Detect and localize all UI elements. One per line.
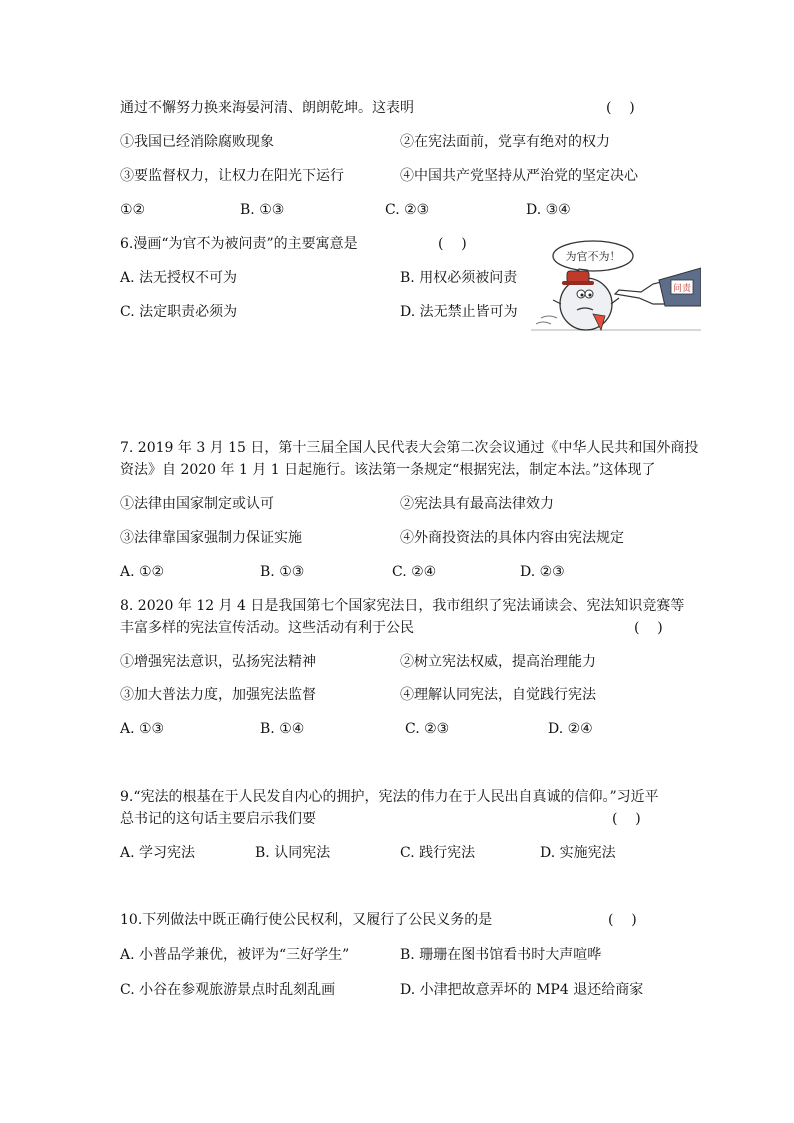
q7-option-3: ③法律靠国家强制力保证实施 [120, 530, 302, 546]
q7-choice-d: D. ②③ [520, 564, 565, 580]
q10-choice-d: D. 小津把故意弄坏的 MP4 退还给商家 [400, 982, 644, 998]
q10-choice-a: A. 小普品学兼优，被评为“三好学生” [120, 947, 350, 963]
q10-answer-paren: ( ) [608, 912, 637, 928]
q10-stem: 10.下列做法中既正确行使公民权利，又履行了公民义务的是 [120, 912, 493, 928]
q9-choice-c: C. 践行宪法 [400, 845, 476, 861]
q8-stem-line2: 丰富多样的宪法宣传活动。这些活动有利于公民 [120, 620, 414, 636]
q6-choice-b: B. 用权必须被问责 [400, 270, 518, 286]
q6-choice-d: D. 法无禁止皆可为 [400, 304, 518, 320]
bubble-text: 为官不为！ [565, 250, 621, 263]
q9-answer-paren: ( ) [612, 811, 641, 827]
q6-choice-a: A. 法无授权不可为 [120, 270, 238, 286]
q8-choice-a: A. ①③ [120, 721, 165, 737]
q5-option-4: ④中国共产党坚持从严治党的坚定决心 [400, 168, 638, 184]
q7-option-2: ②宪法具有最高法律效力 [400, 496, 554, 512]
accountability-cartoon [531, 234, 701, 334]
q9-stem-line1: 9.“宪法的根基在于人民发自内心的拥护，宪法的伟力在于人民出自真诚的信仰。”习近平 [120, 789, 659, 805]
q8-answer-paren: ( ) [634, 620, 663, 636]
q8-choice-c: C. ②③ [405, 721, 450, 737]
q5-stem: 通过不懈努力换来海晏河清、朗朗乾坤。这表明 [120, 100, 414, 116]
q8-choice-b: B. ①④ [260, 721, 305, 737]
q7-option-4: ④外商投资法的具体内容由宪法规定 [400, 530, 624, 546]
q6-stem: 6.漫画“为官不为被问责”的主要寓意是 [120, 236, 358, 252]
q9-choice-d: D. 实施宪法 [540, 845, 616, 861]
q9-choice-b: B. 认同宪法 [255, 845, 331, 861]
q8-choice-d: D. ②④ [548, 721, 593, 737]
q7-choice-c: C. ②④ [392, 564, 437, 580]
q6-answer-paren: ( ) [438, 236, 467, 252]
q5-choice-a: ①② [120, 202, 146, 218]
q8-option-3: ③加大普法力度，加强宪法监督 [120, 687, 316, 703]
q5-choice-d: D. ③④ [526, 202, 571, 218]
q7-stem-line1: 7. 2019 年 3 月 15 日，第十三届全国人民代表大会第二次会议通过《中华人民共和国外商投 [120, 440, 699, 456]
q7-choice-b: B. ①③ [260, 564, 305, 580]
q7-option-1: ①法律由国家制定或认可 [120, 496, 274, 512]
q5-choice-c: C. ②③ [385, 202, 430, 218]
q6-choice-c: C. 法定职责必须为 [120, 304, 238, 320]
q5-answer-paren: ( ) [606, 100, 635, 116]
q10-choice-b: B. 珊珊在图书馆看书时大声喧哗 [400, 947, 602, 963]
q8-stem-line1: 8. 2020 年 12 月 4 日是我国第七个国家宪法日，我市组织了宪法诵读会、宪法知识竞赛等 [120, 598, 685, 614]
q8-option-2: ②树立宪法权威，提高治理能力 [400, 654, 596, 670]
q5-choice-b: B. ①③ [240, 202, 285, 218]
q8-option-4: ④理解认同宪法，自觉践行宪法 [400, 687, 596, 703]
q7-choice-a: A. ①② [120, 564, 165, 580]
q9-stem-line2: 总书记的这句话主要启示我们要 [120, 811, 316, 827]
q5-option-2: ②在宪法面前，党享有绝对的权力 [400, 134, 610, 150]
sleeve-label: 问责 [672, 284, 692, 294]
q7-stem-line2: 资法》自 2020 年 1 月 1 日起施行。该法第一条规定“根据宪法，制定本法。”这体现了 [120, 462, 656, 478]
q5-option-1: ①我国已经消除腐败现象 [120, 134, 274, 150]
q5-option-3: ③要监督权力，让权力在阳光下运行 [120, 168, 344, 184]
q9-choice-a: A. 学习宪法 [120, 845, 196, 861]
q10-choice-c: C. 小谷在参观旅游景点时乱刻乱画 [120, 982, 336, 998]
q8-option-1: ①增强宪法意识，弘扬宪法精神 [120, 654, 316, 670]
